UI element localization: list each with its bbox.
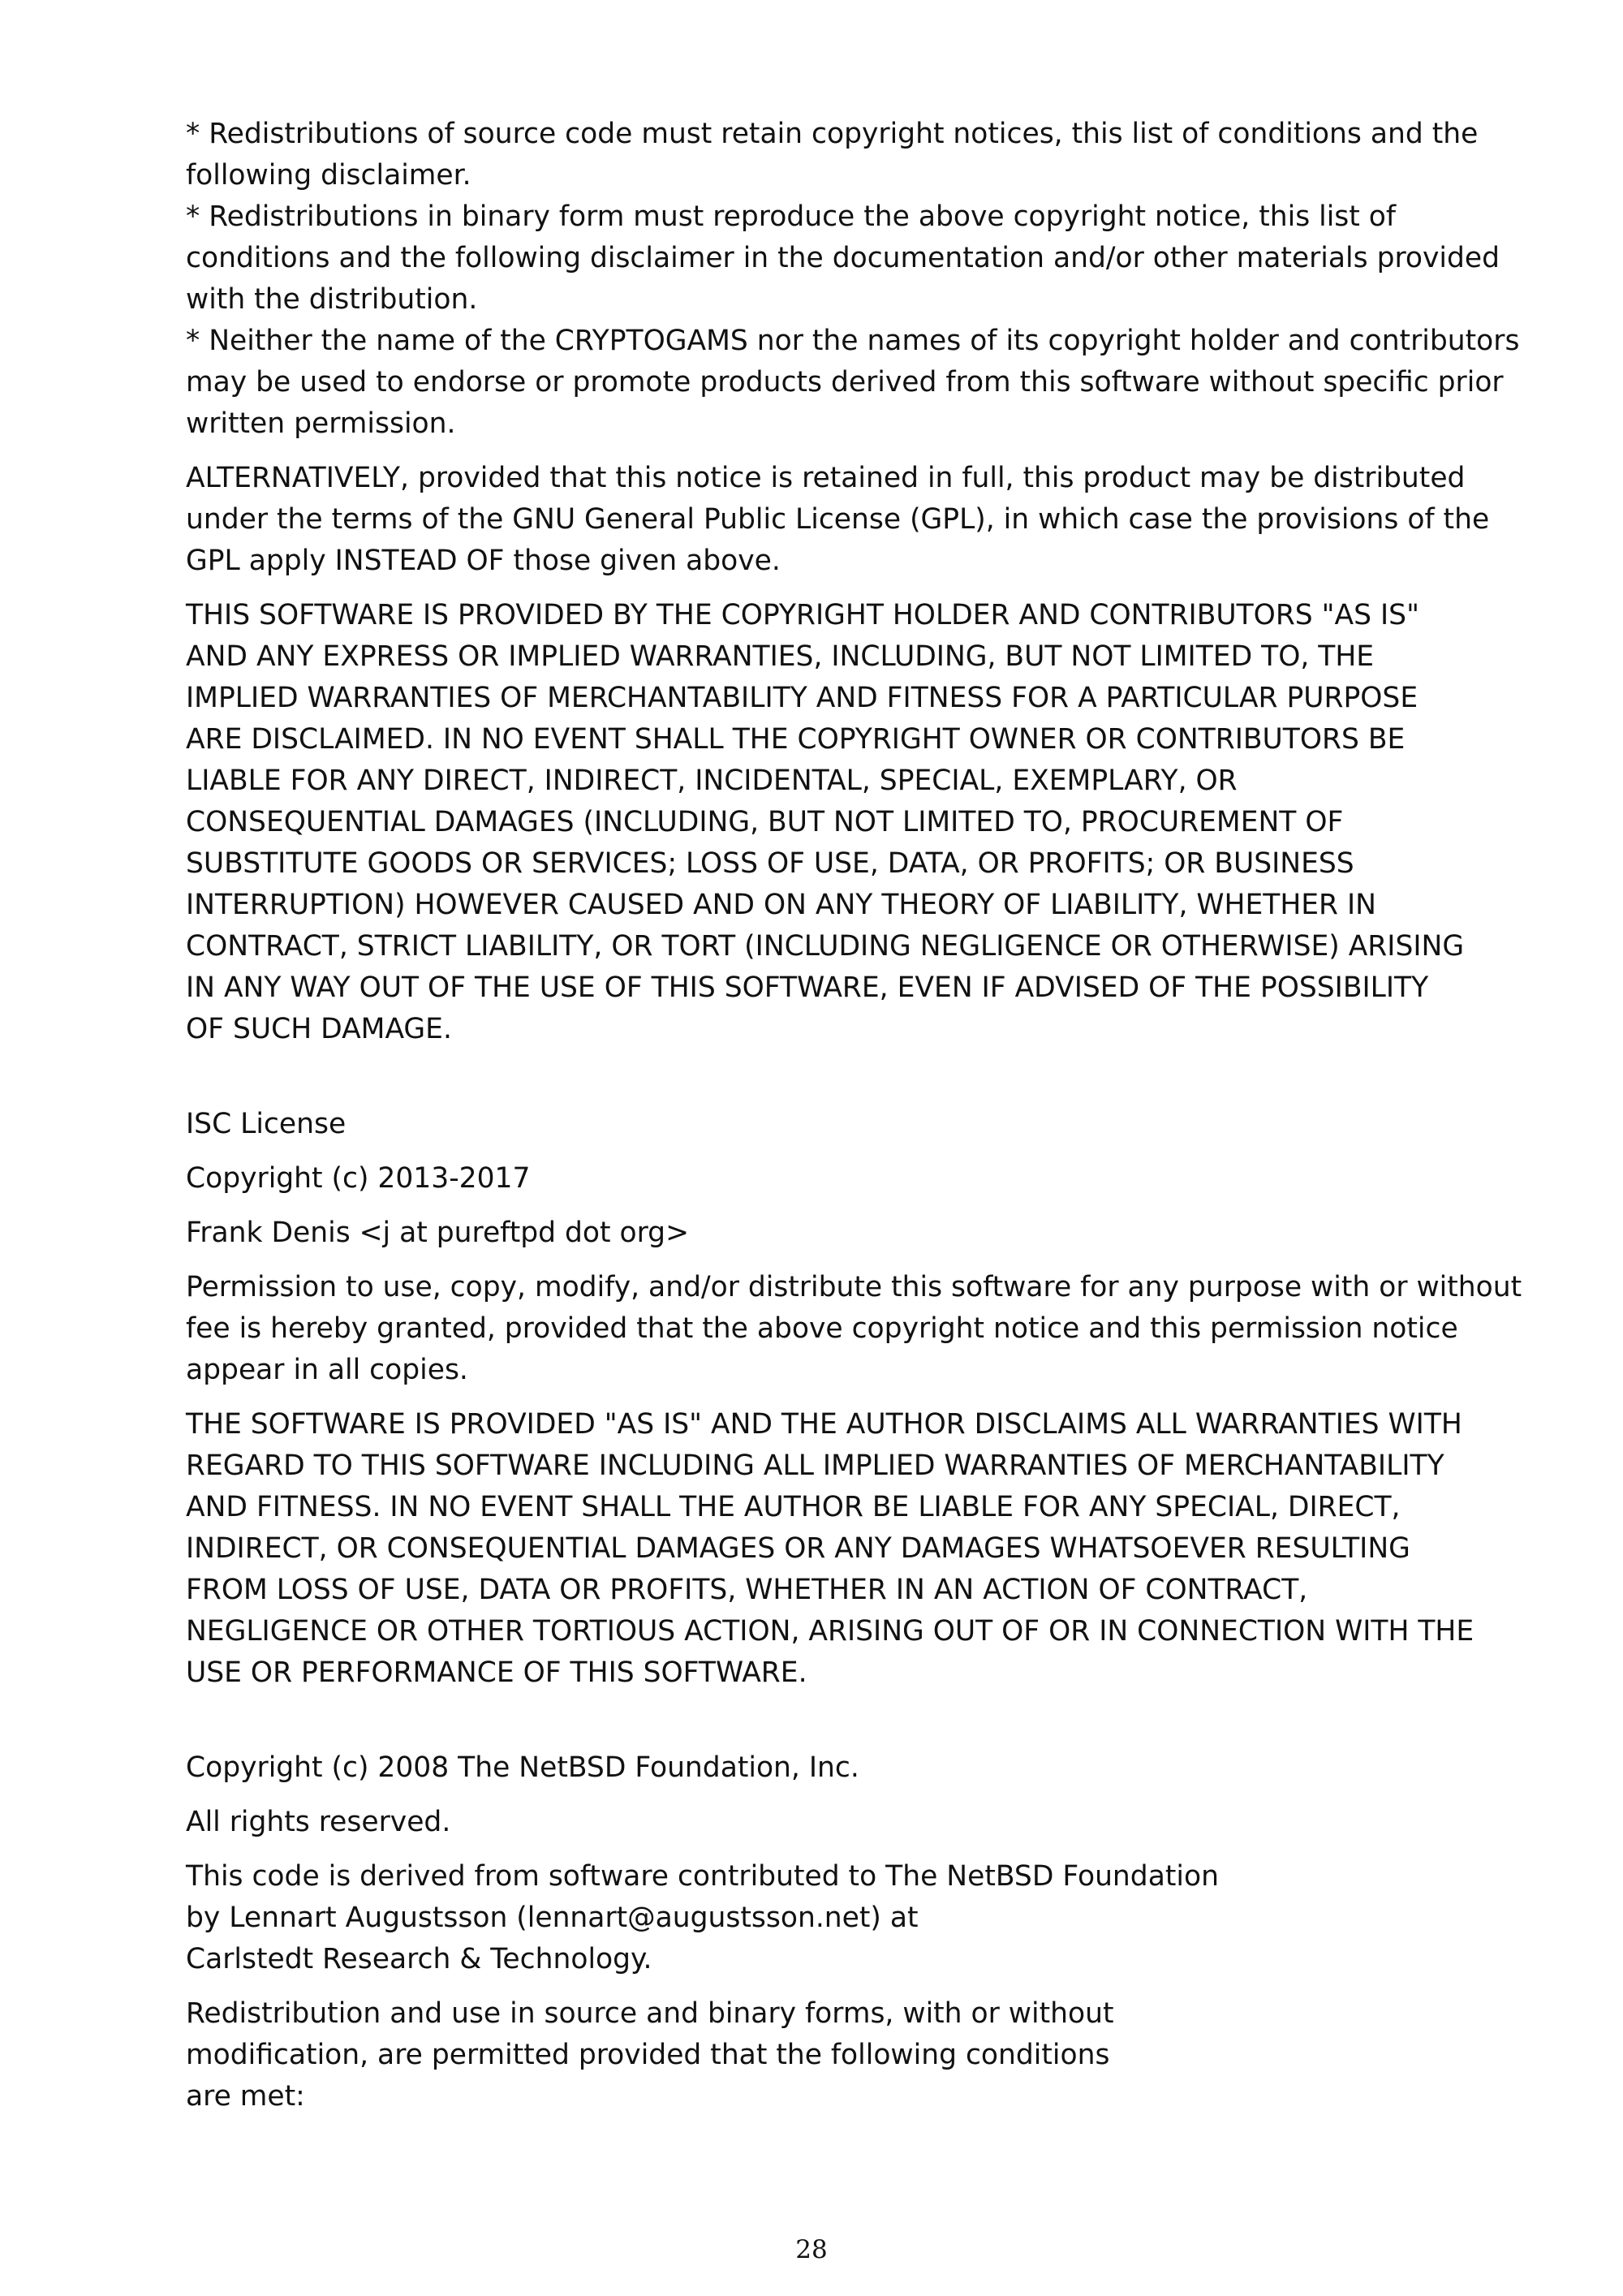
- text-line: NEGLIGENCE OR OTHER TORTIOUS ACTION, ARISING OUT OF OR IN CONNECTION WITH THE: [186, 1615, 1474, 1648]
- text-line: Carlstedt Research & Technology.: [186, 1943, 652, 1975]
- text-line: This code is derived from software contributed to The NetBSD Foundation: [186, 1860, 1219, 1893]
- isc-disclaimer-paragraph: [186, 1404, 1484, 1694]
- text-line: with the distribution.: [186, 283, 478, 316]
- text-line: may be used to endorse or promote products derived from this software without specific prior: [186, 366, 1504, 398]
- text-line: ISC License: [186, 1108, 347, 1140]
- text-line: following disclaimer.: [186, 159, 471, 192]
- netbsd-copyright-paragraph: [186, 1747, 1484, 1789]
- text-line: Copyright (c) 2008 The NetBSD Foundation, Inc.: [186, 1751, 859, 1784]
- bsd-disclaimer-paragraph: [186, 595, 1484, 1050]
- text-line: by Lennart Augustsson (lennart@augustsson.net) at: [186, 1902, 919, 1934]
- document-page: [186, 114, 1522, 2130]
- text-line: written permission.: [186, 407, 456, 440]
- text-line: THE SOFTWARE IS PROVIDED "AS IS" AND THE AUTHOR DISCLAIMS ALL WARRANTIES WITH: [186, 1408, 1462, 1441]
- text-line: ARE DISCLAIMED. IN NO EVENT SHALL THE COPYRIGHT OWNER OR CONTRIBUTORS BE: [186, 723, 1406, 756]
- text-line: modification, are permitted provided that the following conditions: [186, 2039, 1110, 2071]
- isc-copyright-paragraph: [186, 1158, 1484, 1200]
- text-line: * Redistributions of source code must retain copyright notices, this list of conditions and the: [186, 118, 1479, 150]
- gpl-alternative-paragraph: [186, 458, 1490, 582]
- text-line: IN ANY WAY OUT OF THE USE OF THIS SOFTWARE, EVEN IF ADVISED OF THE POSSIBILITY: [186, 971, 1429, 1004]
- isc-author-paragraph: [186, 1213, 1484, 1254]
- text-line: * Redistributions in binary form must reproduce the above copyright notice, this list of: [186, 200, 1397, 233]
- netbsd-rights-paragraph: [186, 1802, 1484, 1843]
- text-line: CONSEQUENTIAL DAMAGES (INCLUDING, BUT NOT LIMITED TO, PROCUREMENT OF: [186, 806, 1344, 838]
- text-line: REGARD TO THIS SOFTWARE INCLUDING ALL IMPLIED WARRANTIES OF MERCHANTABILITY: [186, 1450, 1444, 1482]
- text-line: * Neither the name of the CRYPTOGAMS nor the names of its copyright holder and contributors: [186, 325, 1520, 357]
- text-line: All rights reserved.: [186, 1806, 451, 1838]
- page-number: 28: [795, 2235, 828, 2264]
- text-line: fee is hereby granted, provided that the above copyright notice and this permission notice: [186, 1312, 1458, 1345]
- bsd-conditions-paragraph: [186, 114, 1520, 445]
- text-line: under the terms of the GNU General Public License (GPL), in which case the provisions of the: [186, 503, 1490, 536]
- text-line: appear in all copies.: [186, 1354, 468, 1386]
- text-line: Permission to use, copy, modify, and/or distribute this software for any purpose with or without: [186, 1271, 1522, 1303]
- text-line: ALTERNATIVELY, provided that this notice is retained in full, this product may be distributed: [186, 462, 1466, 494]
- text-line: SUBSTITUTE GOODS OR SERVICES; LOSS OF USE, DATA, OR PROFITS; OR BUSINESS: [186, 847, 1354, 880]
- text-line: conditions and the following disclaimer in the documentation and/or other materials provided: [186, 242, 1500, 274]
- text-line: USE OR PERFORMANCE OF THIS SOFTWARE.: [186, 1656, 807, 1689]
- text-line: Frank Denis <j at pureftpd dot org>: [186, 1217, 689, 1249]
- text-line: GPL apply INSTEAD OF those given above.: [186, 545, 781, 577]
- isc-permission-paragraph: [186, 1267, 1522, 1391]
- text-line: INDIRECT, OR CONSEQUENTIAL DAMAGES OR ANY DAMAGES WHATSOEVER RESULTING: [186, 1532, 1410, 1565]
- text-line: CONTRACT, STRICT LIABILITY, OR TORT (INCLUDING NEGLIGENCE OR OTHERWISE) ARISING: [186, 930, 1465, 963]
- text-line: Copyright (c) 2013-2017: [186, 1162, 531, 1195]
- netbsd-derived-paragraph: [186, 1856, 1484, 1980]
- text-line: INTERRUPTION) HOWEVER CAUSED AND ON ANY THEORY OF LIABILITY, WHETHER IN: [186, 889, 1376, 921]
- text-line: AND ANY EXPRESS OR IMPLIED WARRANTIES, INCLUDING, BUT NOT LIMITED TO, THE: [186, 640, 1375, 673]
- text-line: Redistribution and use in source and binary forms, with or without: [186, 1997, 1114, 2030]
- netbsd-redistribution-paragraph: [186, 1993, 1484, 2117]
- isc-heading-paragraph: [186, 1104, 1484, 1145]
- text-line: IMPLIED WARRANTIES OF MERCHANTABILITY AND FITNESS FOR A PARTICULAR PURPOSE: [186, 682, 1419, 714]
- text-line: THIS SOFTWARE IS PROVIDED BY THE COPYRIGHT HOLDER AND CONTRIBUTORS "AS IS": [186, 599, 1419, 631]
- text-line: are met:: [186, 2080, 305, 2113]
- text-line: FROM LOSS OF USE, DATA OR PROFITS, WHETHER IN AN ACTION OF CONTRACT,: [186, 1574, 1308, 1606]
- text-line: AND FITNESS. IN NO EVENT SHALL THE AUTHOR BE LIABLE FOR ANY SPECIAL, DIRECT,: [186, 1491, 1401, 1523]
- text-line: OF SUCH DAMAGE.: [186, 1013, 452, 1045]
- text-line: LIABLE FOR ANY DIRECT, INDIRECT, INCIDENTAL, SPECIAL, EXEMPLARY, OR: [186, 765, 1238, 797]
